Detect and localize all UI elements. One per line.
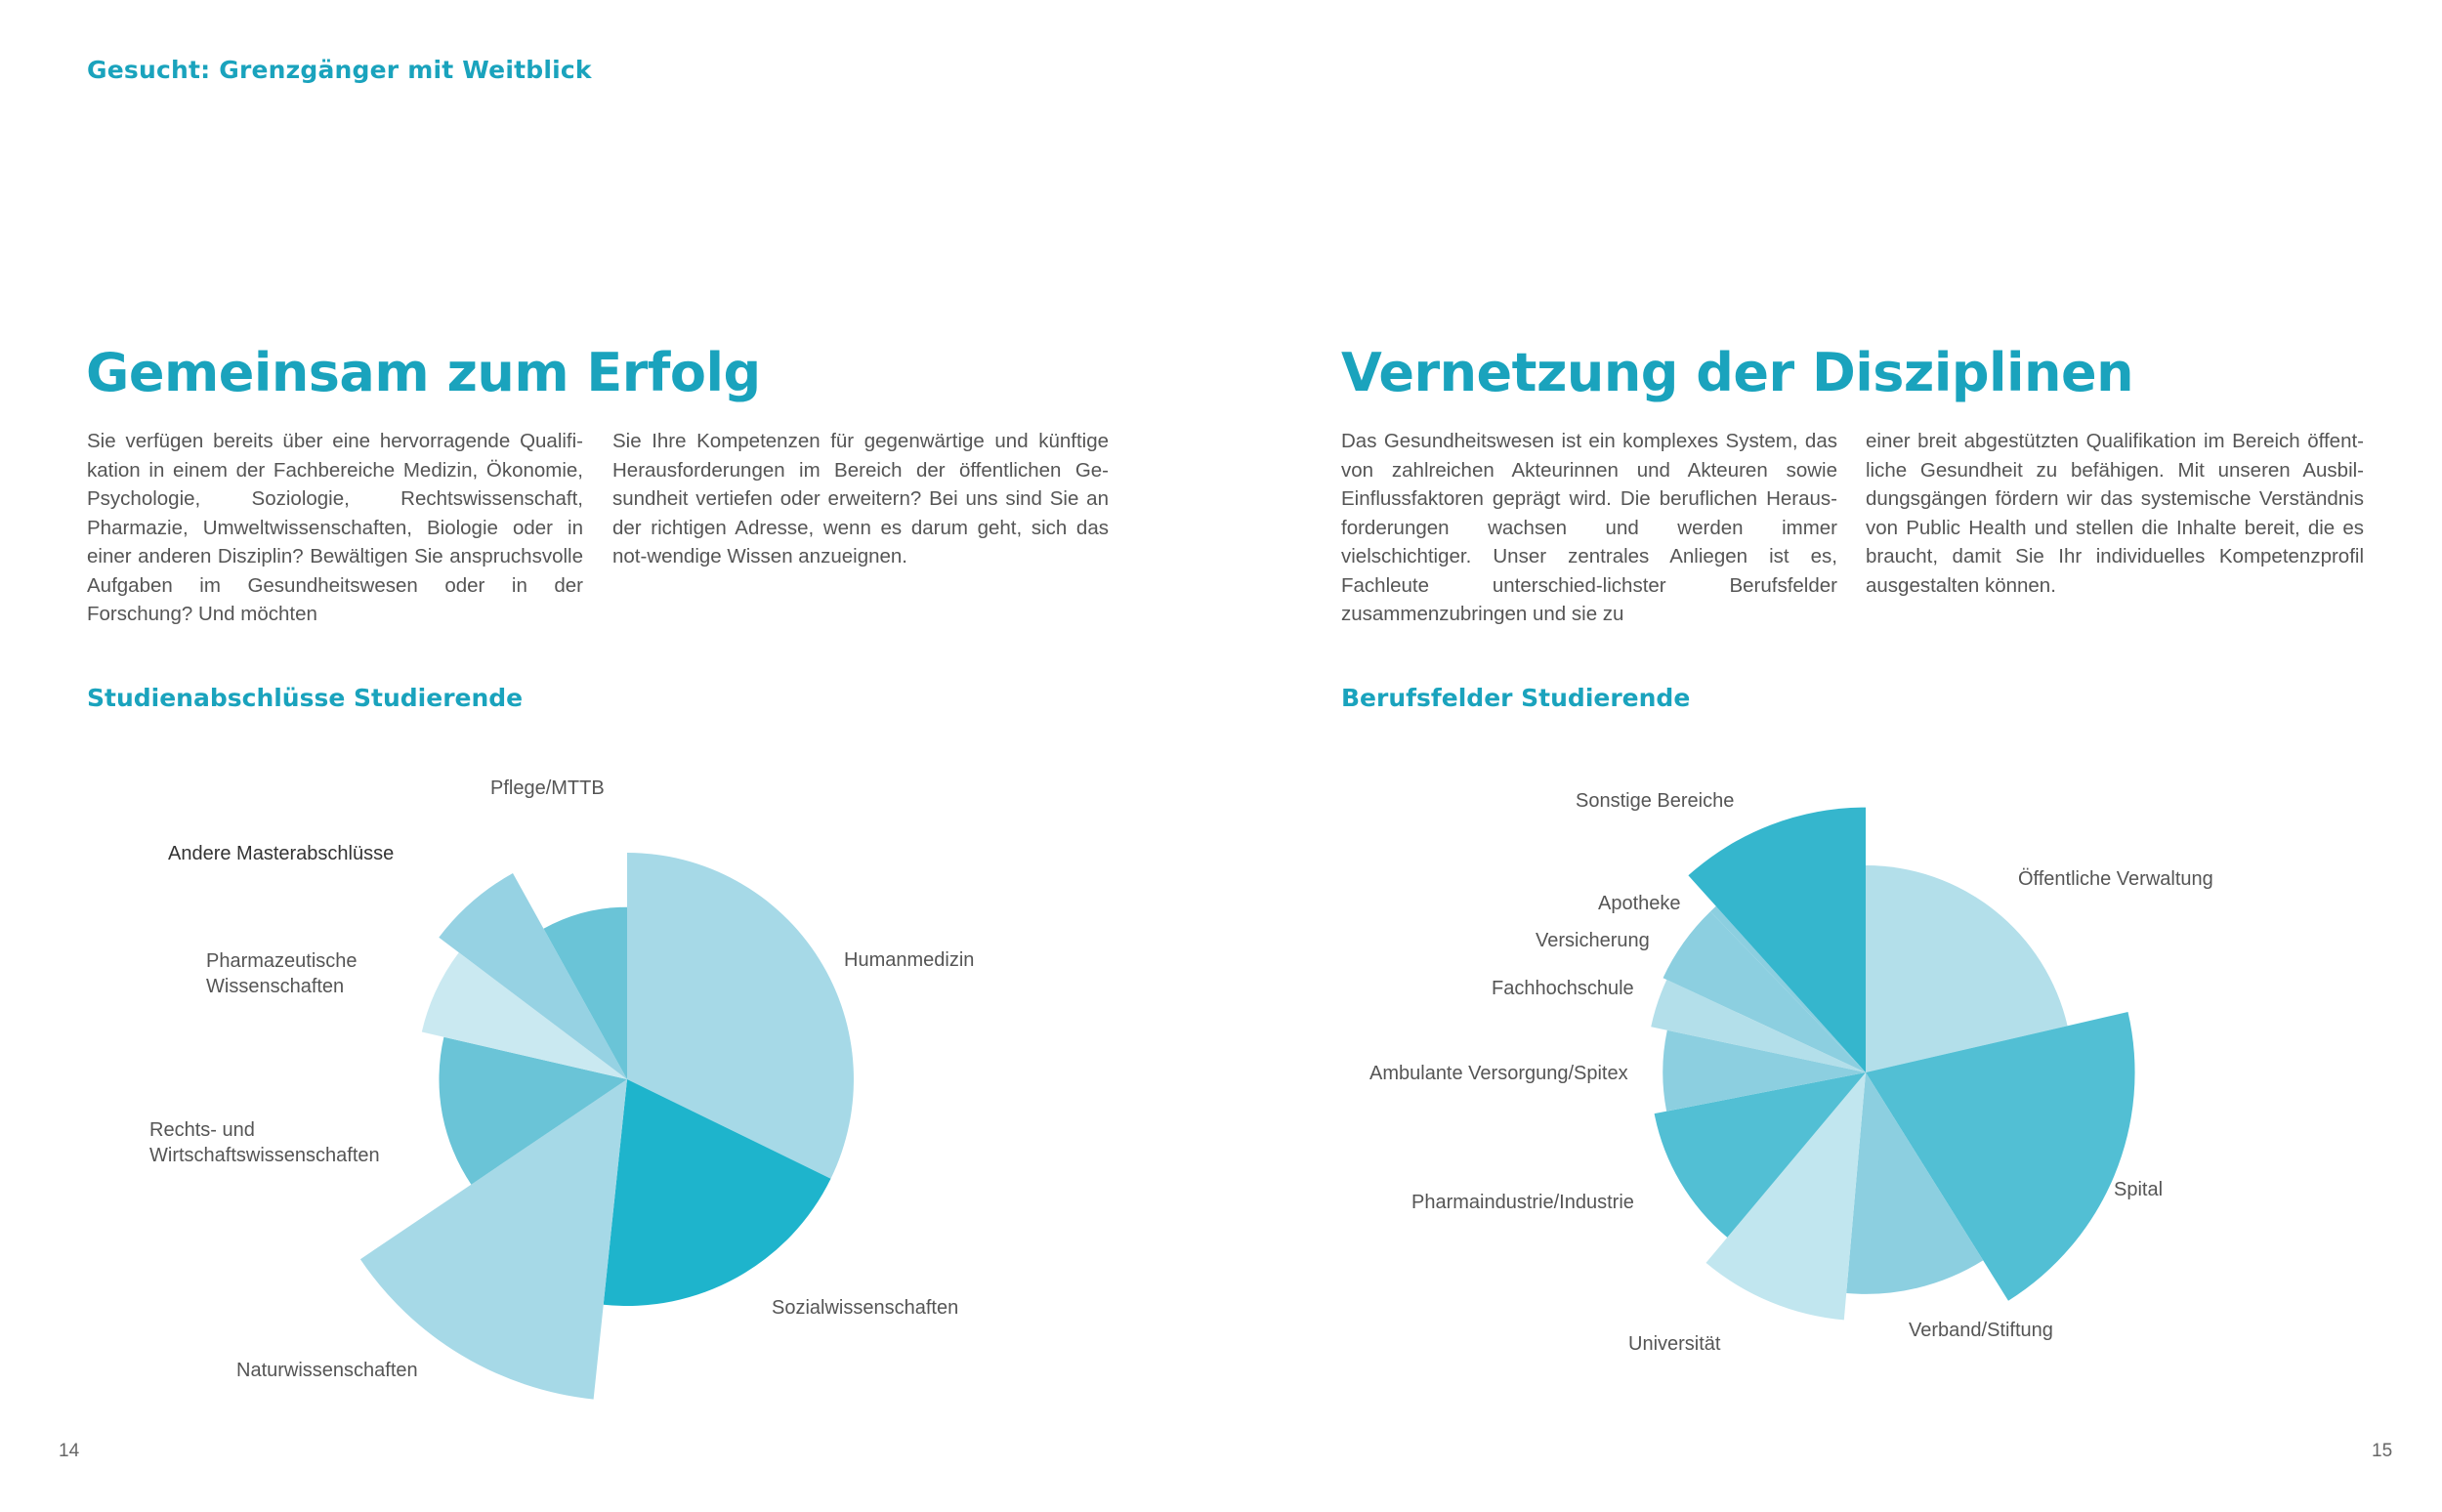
chart1-label-ambulant: Ambulante Versorgung/Spitex bbox=[1369, 1063, 1628, 1084]
chart1-label-spital: Spital bbox=[2114, 1179, 2164, 1200]
chart0-label-rechts: Rechts- und Wirtschaftswissenschaften bbox=[149, 1119, 380, 1166]
chart0-label-pharma: Pharmazeutische Wissenschaften bbox=[206, 950, 358, 997]
chart1-label-apotheke: Apotheke bbox=[1598, 893, 1681, 914]
chart0-label-natur: Naturwissenschaften bbox=[236, 1360, 418, 1381]
right-page-title: Vernetzung der Disziplinen bbox=[1341, 342, 2134, 403]
left-text-column-2: Sie Ihre Kompetenzen für gegenwärtige und künftige Herausforderungen im Bereich der öffentlichen Ge-sundheit vertiefen oder erweitern? Bei uns sind Sie an der richtigen Adresse, wenn es darum geht, sich das not-wendige Wissen anzueignen. bbox=[612, 430, 1109, 567]
chart0-label-pflege: Pflege/MTTB bbox=[490, 777, 605, 799]
page-number-right: 15 bbox=[2372, 1441, 2393, 1461]
left-text-column-1: Sie verfügen bereits über eine hervorragende Qualifi-kation in einem der Fachbereiche Medizin, Ökonomie, Psychologie, Soziologie, Rechtswissenschaft, Pharmazie, Umweltwissenschaften, Biologie oder in einer anderen Disziplin? Bewältigen Sie anspruchsvolle Aufgaben im Gesundheitswesen oder in der Forschung? Und möchten bbox=[87, 430, 583, 625]
right-chart-title: Berufsfelder Studierende bbox=[1341, 684, 1691, 712]
right-text-column-1: Das Gesundheitswesen ist ein komplexes System, das von zahlreichen Akteurinnen und Akteuren sowie Einflussfaktoren geprägt wird. Die beruflichen Heraus-forderungen wachsen und werden immer vielschichtiger. Unser zentrales Anliegen ist es, Fachleute unterschied-lichster Berufsfelder zusammenzubringen und sie zu bbox=[1341, 430, 1837, 625]
chart0-label-sozial: Sozialwissenschaften bbox=[772, 1297, 959, 1319]
left-page-title: Gemeinsam zum Erfolg bbox=[86, 342, 761, 403]
chart1-label-versicherung: Versicherung bbox=[1536, 930, 1650, 951]
chart1-label-universitaet: Universität bbox=[1628, 1333, 1721, 1355]
chart0-label-andere-master: Andere Masterabschlüsse bbox=[168, 843, 395, 864]
page-number-left: 14 bbox=[59, 1441, 80, 1461]
chart1-label-pharmaindustrie: Pharmaindustrie/Industrie bbox=[1411, 1192, 1634, 1213]
section-kicker: Gesucht: Grenzgänger mit Weitblick bbox=[87, 56, 592, 84]
right-text-column-2: einer breit abgestützten Qualifikation im Bereich öffent-liche Gesundheit zu befähigen. Mit unseren Ausbil-dungsgängen fördern wir das systemische Verständnis von Public Health und stellen die Inhalte bereit, die es braucht, damit Sie Ihr individuelles Kompetenzprofil ausgestalten können. bbox=[1866, 430, 2364, 597]
chart0-label-humanmedizin: Humanmedizin bbox=[844, 949, 975, 971]
chart1-label-fachhochschule: Fachhochschule bbox=[1492, 978, 1634, 999]
chart1-label-verband: Verband/Stiftung bbox=[1909, 1320, 2053, 1341]
chart1-label-verwaltung: Öffentliche Verwaltung bbox=[2018, 868, 2213, 890]
chart1-label-sonstige: Sonstige Bereiche bbox=[1576, 790, 1735, 812]
left-chart-title: Studienabschlüsse Studierende bbox=[87, 684, 524, 712]
